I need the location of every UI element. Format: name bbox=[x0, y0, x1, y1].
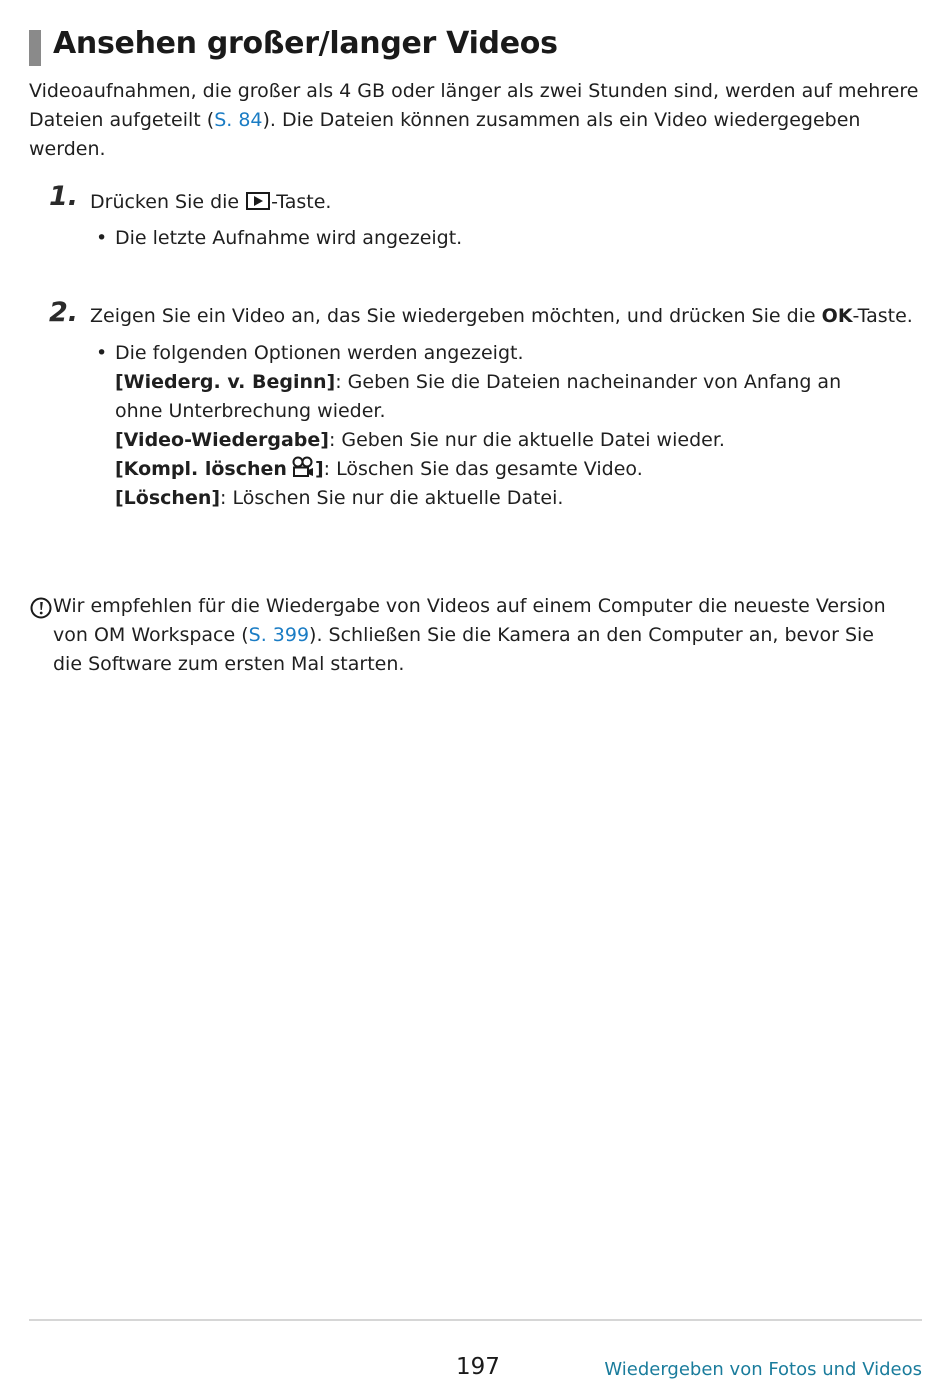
page-number: 197 bbox=[456, 1354, 500, 1380]
intro-text-before: Videoaufnahmen, die großer als 4 GB oder länger als zwei Stunden sind, werden auf mehrere Dateien aufgeteilt ( bbox=[29, 80, 919, 131]
option-item bbox=[115, 426, 875, 455]
intro-text-after: ). Die Dateien können zusammen als ein Video wiedergegeben werden. bbox=[29, 109, 861, 160]
note-text-after: ). Schließen Sie die Kamera an den Computer an, bevor Sie die Software zum ersten Mal starten. bbox=[53, 624, 874, 675]
note-page-link[interactable]: S. 399 bbox=[248, 624, 310, 646]
step-2-bullet-text: Die folgenden Optionen werden angezeigt. bbox=[115, 342, 524, 364]
step-1-text-after: -Taste. bbox=[271, 191, 332, 213]
option-desc: : Geben Sie die Dateien nacheinander von Anfang an ohne Unterbrechung wieder. bbox=[115, 371, 842, 422]
intro-page-link[interactable]: S. 84 bbox=[214, 109, 263, 131]
page-title: Ansehen großer/langer Videos bbox=[53, 26, 558, 61]
movie-camera-icon bbox=[291, 456, 315, 478]
option-label: [Wiederg. v. Beginn] bbox=[115, 371, 336, 393]
play-button-icon bbox=[246, 192, 270, 210]
step-2-text-after: -Taste. bbox=[852, 305, 913, 327]
step-2-number: 2. bbox=[49, 297, 79, 328]
step-2-text-before: Zeigen Sie ein Video an, das Sie wiedergeben möchten, und drücken Sie die bbox=[90, 305, 822, 327]
option-item bbox=[115, 484, 875, 513]
step-1-bullet-text: Die letzte Aufnahme wird angezeigt. bbox=[115, 227, 463, 249]
option-label: [Kompl. löschen bbox=[115, 458, 287, 480]
option-item bbox=[115, 455, 875, 484]
option-label: [Löschen] bbox=[115, 487, 221, 509]
option-item bbox=[115, 368, 875, 426]
note-text-before: Wir empfehlen für die Wiedergabe von Videos auf einem Computer die neueste Version von OM Workspace ( bbox=[53, 595, 886, 646]
step-2-options-block bbox=[115, 339, 875, 513]
intro-paragraph bbox=[29, 77, 929, 164]
option-desc: : Löschen Sie nur die aktuelle Datei. bbox=[220, 487, 564, 509]
ok-key-label: OK bbox=[821, 305, 853, 327]
option-desc: : Geben Sie nur die aktuelle Datei wieder. bbox=[328, 429, 725, 451]
option-desc: : Löschen Sie das gesamte Video. bbox=[323, 458, 643, 480]
title-accent-bar bbox=[29, 30, 41, 66]
footer-divider bbox=[29, 1319, 922, 1321]
step-2-bullet: • bbox=[96, 342, 108, 364]
option-label-end: ] bbox=[314, 458, 324, 480]
caution-icon bbox=[30, 597, 52, 619]
step-1-text bbox=[90, 188, 331, 217]
step-2-text bbox=[90, 302, 913, 331]
option-label: [Video-Wiedergabe] bbox=[115, 429, 329, 451]
step-1-bullet: • bbox=[96, 227, 108, 249]
section-link[interactable]: Wiedergeben von Fotos und Videos bbox=[604, 1359, 922, 1380]
step-1-text-before: Drücken Sie die bbox=[90, 191, 246, 213]
note-paragraph bbox=[53, 592, 903, 679]
step-1-number: 1. bbox=[49, 181, 79, 212]
